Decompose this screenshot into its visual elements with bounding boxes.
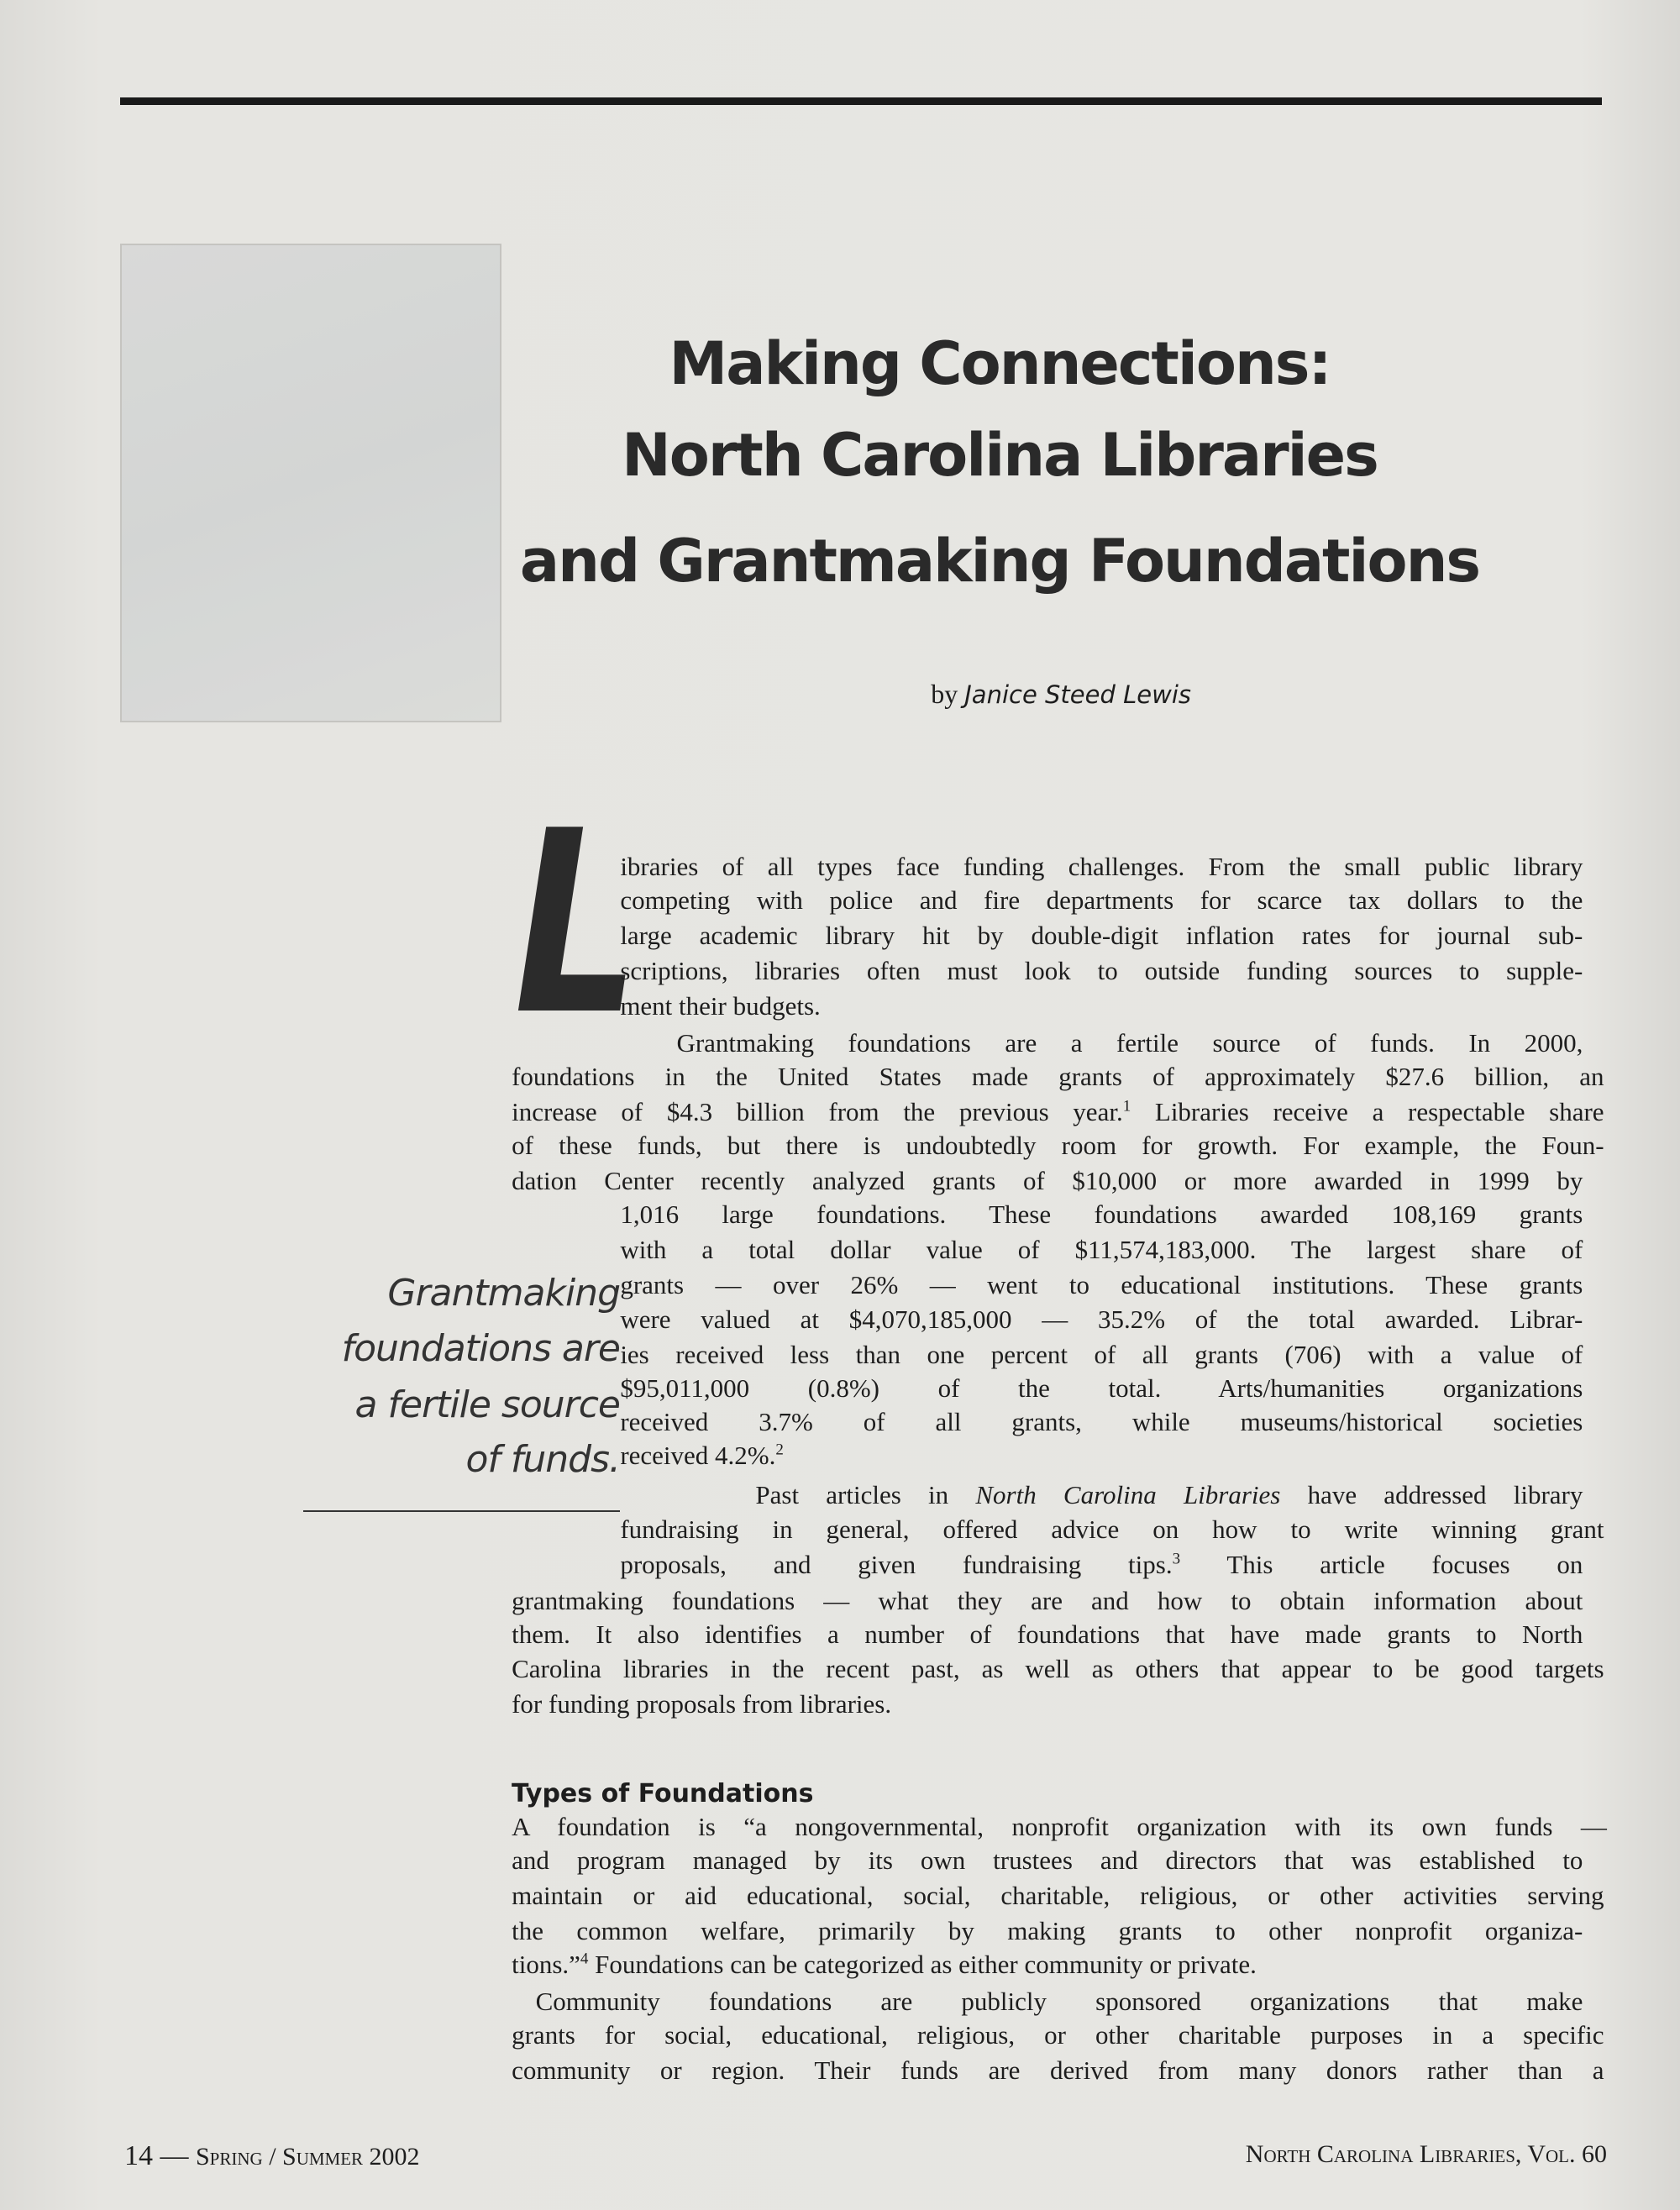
body-text-line: grants — over 26% — went to educational institutions. These grants [620, 1270, 1583, 1300]
body-text-line: of these funds, but there is undoubtedly room for growth. For example, the Foun- [512, 1131, 1604, 1161]
body-text-line: $95,011,000 (0.8%) of the total. Arts/humanities organizations [620, 1373, 1583, 1403]
footer-separator: — [160, 2140, 189, 2171]
byline [931, 679, 1191, 710]
journal-name: North Carolina Libraries, Vol. 60 [1245, 2140, 1607, 2168]
italic-title: North Carolina Libraries [975, 1480, 1281, 1510]
body-text-line: ment their budgets. [620, 991, 821, 1021]
footnote-marker: 4 [580, 1950, 589, 1968]
article-title-line-3: and Grantmaking Foundations [519, 527, 1480, 596]
body-text-line: competing with police and fire departments for scarce tax dollars to the [620, 885, 1583, 916]
author-name: Janice Steed Lewis [964, 680, 1191, 709]
faded-photo [120, 244, 501, 722]
body-text-line: grants for social, educational, religious, or other charitable purposes in a specific [512, 2020, 1604, 2050]
body-text-line: and program managed by its own trustees and directors that was established to [512, 1845, 1583, 1875]
body-text-line: were valued at $4,070,185,000 — 35.2% of the total awarded. Librar- [620, 1304, 1583, 1334]
body-text-line: received 3.7% of all grants, while museums/historical societies [620, 1407, 1583, 1437]
footnote-marker: 2 [775, 1441, 784, 1460]
body-text-line: fundraising in general, offered advice on how to write winning grant [620, 1514, 1604, 1544]
byline-prefix: by [931, 679, 958, 709]
body-text-line: them. It also identifies a number of foundations that have made grants to North [512, 1619, 1583, 1650]
body-text-line: tions.”$^4$ Foundations can be categorized as either community or private. [512, 1950, 1257, 1980]
body-text-line: Community foundations are publicly sponsored organizations that make [535, 1986, 1583, 2016]
body-text-line: the common welfare, primarily by making grants to other nonprofit organiza- [512, 1915, 1583, 1945]
pullquote-line: Grantmaking [387, 1272, 620, 1315]
footnote-marker: 1 [1122, 1097, 1131, 1115]
body-text-line: maintain or aid educational, social, charitable, religious, or other activities serving [512, 1880, 1604, 1910]
body-text-line: ies received less than one percent of all grants (706) with a value of [620, 1339, 1583, 1369]
body-text-line: grantmaking foundations — what they are and how to obtain information about [512, 1586, 1583, 1616]
article-title-line-2: North Carolina Libraries [622, 421, 1378, 490]
body-text-line: large academic library hit by double-digit inflation rates for journal sub- [620, 921, 1583, 951]
body-text-line: dation Center recently analyzed grants of $10,000 or more awarded in 1999 by [512, 1166, 1583, 1196]
pullquote-line: a fertile source [354, 1383, 620, 1426]
pullquote-line: of funds. [465, 1438, 620, 1481]
header-rule [120, 97, 1602, 105]
body-text-line: Carolina libraries in the recent past, as well as others that appear to be good targets [512, 1653, 1604, 1683]
body-text-line: foundations in the United States made grants of approximately $27.6 billion, an [512, 1061, 1604, 1091]
pullquote-rule [303, 1510, 620, 1512]
body-text-line: scriptions, libraries often must look to outside funding sources to supple- [620, 956, 1583, 986]
body-text-line: Grantmaking foundations are a fertile source of funds. In 2000, [676, 1027, 1583, 1058]
section-heading: Types of Foundations [512, 1779, 814, 1808]
body-text-line: increase of $4.3 billion from the previous year.$^1$ Libraries receive a respectable share [512, 1096, 1604, 1126]
body-text-line: 1,016 large foundations. These foundations awarded 108,169 grants [620, 1199, 1583, 1230]
footer-left [124, 2140, 420, 2172]
article-title-line-1: Making Connections: [669, 329, 1331, 398]
footnote-marker: 3 [1172, 1550, 1181, 1568]
body-text-line: ibraries of all types face funding challenges. From the small public library [620, 851, 1583, 881]
body-text-line: for funding proposals from libraries. [512, 1688, 892, 1719]
drop-cap: L [514, 777, 640, 1070]
page-number: 14 [124, 2140, 153, 2171]
body-text-line: Past articles in North Carolina Libraries have addressed library [755, 1480, 1583, 1510]
body-text-line: proposals, and given fundraising tips.$^3$ This article focuses on [620, 1549, 1583, 1579]
body-text-line: with a total dollar value of $11,574,183,000. The largest share of [620, 1235, 1583, 1265]
body-text-line: A foundation is “a nongovernmental, nonprofit organization with its own funds — [512, 1811, 1607, 1841]
body-text-line: community or region. Their funds are derived from many donors rather than a [512, 2055, 1604, 2085]
issue-label: Spring / Summer 2002 [196, 2143, 420, 2171]
pullquote-line: foundations are [341, 1327, 620, 1370]
body-text-line: received 4.2%.$^2$ [620, 1441, 784, 1471]
